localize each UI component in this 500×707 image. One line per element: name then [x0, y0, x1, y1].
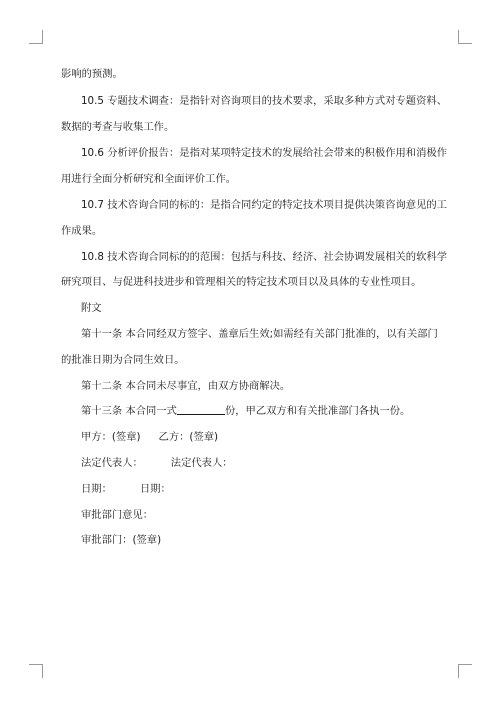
approval-opinion-label: 审批部门意见： [81, 509, 154, 521]
date-a-label: 日期： [81, 483, 112, 495]
clause-10-8: 10.8 技术咨询合同标的的范围：包括与科技、经济、社会协调发展相关的软科学 [81, 251, 447, 263]
signature-row-dates [81, 482, 171, 496]
rep-a-label: 法定代表人： [81, 457, 143, 469]
article-12: 第十二条 本合同未尽事宜，由双方协商解决。 [81, 380, 291, 392]
crop-mark-top-right [458, 30, 472, 44]
text-line: 研究项目、与促进科技进步和管理相关的特定技术项目以及具体的专业性项目。 [61, 276, 422, 288]
copies-blank-field[interactable] [177, 404, 225, 415]
article-13 [81, 404, 410, 418]
signature-row-parties [81, 430, 218, 444]
text-line: 作成果。 [61, 225, 103, 237]
approval-dept-label: 审批部门：(签章) [81, 534, 162, 546]
article-13-end: 份，甲乙双方和有关批准部门各执一份。 [224, 405, 411, 417]
text-line: 用进行全面分析研究和全面评价工作。 [61, 173, 237, 185]
rep-b-label: 法定代表人： [170, 457, 233, 469]
clause-10-6: 10.6 分析评价报告：是指对某项特定技术的发展给社会带来的积极作用和消极作 [81, 147, 447, 159]
text-line: 影响的预测。 [61, 68, 123, 80]
text-line: 数据的考查与收集工作。 [61, 121, 175, 133]
appendix-heading: 附文 [81, 302, 102, 314]
signature-row-representatives [81, 456, 233, 470]
crop-mark-bottom-left [29, 664, 43, 678]
crop-mark-top-left [29, 30, 43, 44]
date-b-label: 日期： [139, 483, 171, 495]
clause-10-7: 10.7 技术咨询合同的标的：是指合同约定的特定技术项目提供决策咨询意见的工 [81, 199, 447, 211]
party-b-label: 乙方：(签章) [158, 431, 219, 443]
clause-10-5: 10.5 专题技术调查：是指针对咨询项目的技术要求，采取多种方式对专题资料、 [81, 95, 447, 107]
article-13-start: 第十三条 本合同一式 [81, 405, 177, 417]
party-a-label: 甲方：(签章) [81, 431, 141, 443]
crop-mark-bottom-right [458, 664, 472, 678]
article-11: 第十一条 本合同经双方签字、盖章后生效;如需经有关部门批准的，以有关部门 [81, 328, 438, 340]
text-line: 的批准日期为合同生效日。 [61, 354, 185, 366]
